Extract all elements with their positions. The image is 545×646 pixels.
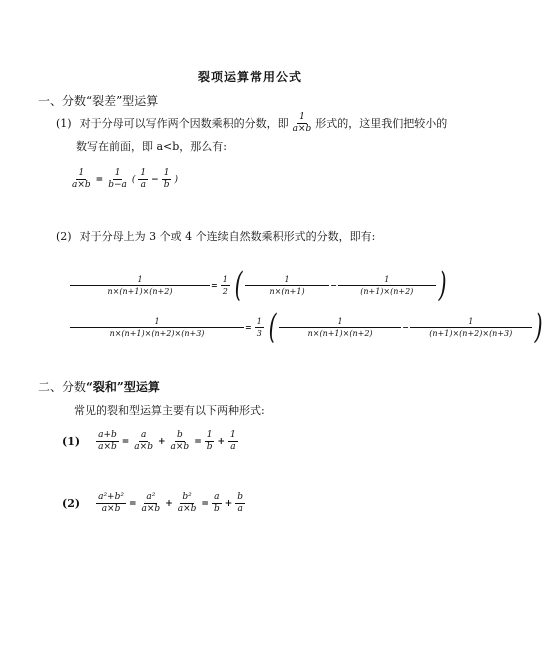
section2-intro: 常见的裂和型运算主要有以下两种形式: (74, 404, 265, 417)
fraction: $\frac{1}{(n+1)\times(n+2)}$ (340, 274, 434, 297)
fraction: $\frac{1}{n\times(n+1)\times(n+2)\times(n+3)}$ (72, 316, 242, 339)
section1-item2-line (56, 228, 375, 246)
page-title: 裂项运算常用公式 (197, 70, 302, 84)
inline-fraction: $\frac{1}{a\times b}$ (292, 112, 312, 134)
section1-heading: 一、分数“裂差”型运算 (38, 94, 159, 108)
fraction: $\frac{1}{b}$ (163, 168, 170, 190)
fraction: $\frac{1}{a\times b}$ (72, 168, 91, 190)
fraction: $\frac{1}{(n+1)\times(n+2)\times(n+3)}$ (412, 316, 530, 339)
fraction: $\frac{a}{a\times b}$ (134, 430, 153, 452)
fraction: $\frac{1}{n\times(n+1)\times(n+2)}$ (281, 316, 399, 339)
item-text: 对于分母可以写作两个因数乘积的分数，即 (79, 116, 289, 130)
fraction: $\frac{1}{2}$ (222, 274, 228, 296)
fraction: $\frac{\text{a²+b²}}{a\times b}$ (98, 492, 124, 514)
item-text: 形式的，这里我们把较小的 (315, 116, 448, 130)
fraction: $\frac{b}{a}$ (237, 492, 244, 514)
formula-split-sum-2: (2) $\frac{\text{a²+b²}}{a\times b}$ = $\frac{\text{a²}}{a\times b}$ + $\frac{\text{b²}}{a\times b}$ = $\frac{a}{b}$ + $\frac{b}{a}$ (62, 492, 244, 514)
fraction: $\frac{1}{n\times(n+1)}$ (247, 274, 327, 297)
section2-heading: 二、分数 “裂和”型运算 (38, 380, 160, 394)
fraction: $\frac{\text{b²}}{a\times b}$ (177, 492, 197, 514)
fraction: $\frac{1}{a}$ (230, 430, 236, 452)
formula-split-sum-1: (1) $\frac{a+b}{a\times b}$ = $\frac{a}{a\times b}$ + $\frac{b}{a\times b}$ = $\frac{1}{b}$ + $\frac{1}{a}$ (62, 430, 236, 452)
fraction: $\frac{a+b}{a\times b}$ (98, 430, 117, 452)
fraction: $\frac{1}{3}$ (256, 316, 262, 338)
formula-four-consecutive: $\frac{1}{n\times(n+1)\times(n+2)\times(n+3)}$ = $\frac{1}{3}$ ( $\frac{1}{n\times(n+1)\times(n+2)}$ − $\frac{1}{(n+1)\times(n+2)\times(n+3)}$ ) (70, 310, 545, 344)
fraction: $\frac{b}{a\times b}$ (170, 430, 190, 452)
section1-item1-line2: 数写在前面，即 a<b，那么有: (76, 140, 228, 153)
formula-three-consecutive: $\frac{1}{n\times(n+1)\times(n+2)}$ = $\frac{1}{2}$ ( $\frac{1}{n\times(n+1)}$ − $\frac{1}{(n+1)\times(n+2)}$ ) (70, 268, 449, 302)
item-text: 对于分母上为 3 个或 4 个连续自然数乘积形式的分数，即有: (79, 230, 376, 243)
item-label: (2) (56, 230, 72, 243)
fraction: $\frac{\text{a²}}{a\times b}$ (141, 492, 161, 514)
section1-item1-line1 (56, 112, 447, 135)
fraction: $\frac{a}{b}$ (213, 492, 220, 514)
fraction: $\frac{1}{b-a}$ (108, 168, 127, 190)
formula-split-difference: $\frac{1}{a\times b}$ = $\frac{1}{b-a}$ ( $\frac{1}{a}$ − $\frac{1}{b}$ ) (72, 168, 178, 190)
item-label: (1) (56, 116, 72, 130)
fraction: $\frac{1}{b}$ (206, 430, 213, 452)
fraction: $\frac{1}{n\times(n+1)\times(n+2)}$ (72, 274, 208, 297)
fraction: $\frac{1}{a}$ (140, 168, 147, 190)
